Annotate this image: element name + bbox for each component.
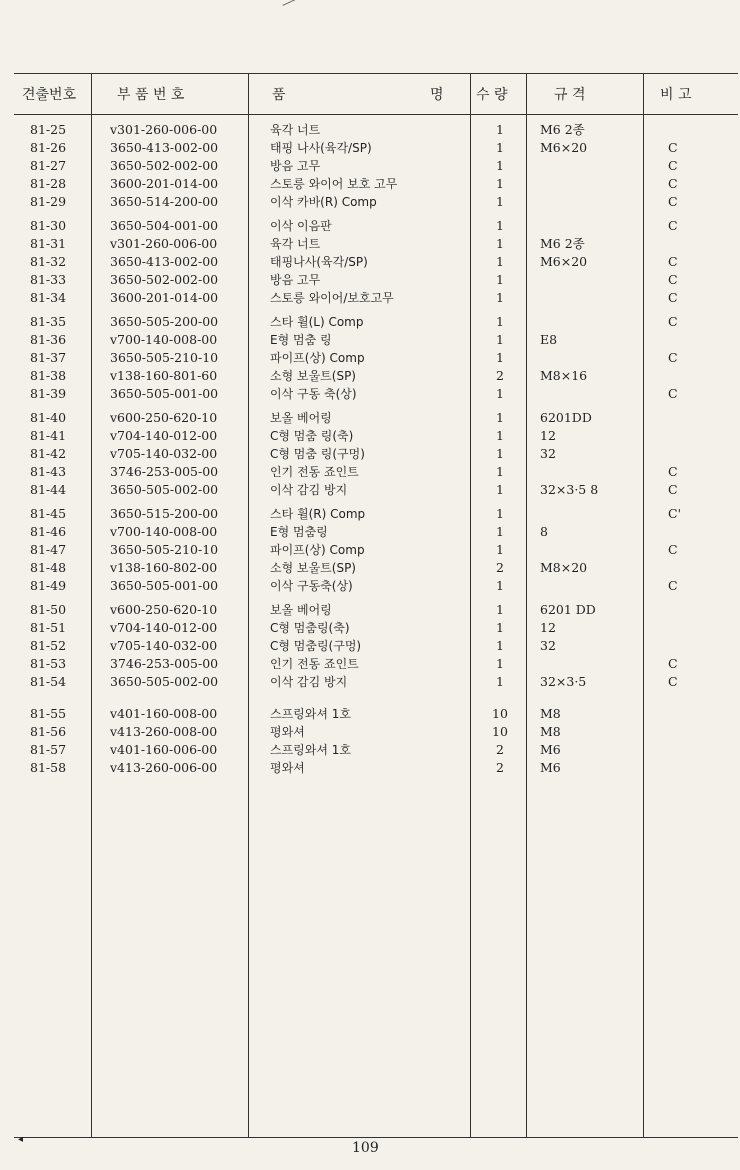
specification: M8 xyxy=(540,706,561,721)
row-number: 81-41 xyxy=(30,428,67,443)
quantity: 1 xyxy=(496,464,504,479)
quantity: 2 xyxy=(496,760,504,775)
part-number: 3650-514-200-00 xyxy=(110,194,219,209)
specification: M8×20 xyxy=(540,560,588,575)
row-number: 81-45 xyxy=(30,506,67,521)
row-number: 81-44 xyxy=(30,482,67,497)
table-row xyxy=(0,637,740,655)
part-number: 3746-253-005-00 xyxy=(110,464,219,479)
part-number: 3650-505-001-00 xyxy=(110,386,219,401)
part-name: 이삭 감김 방지 xyxy=(270,483,348,497)
part-number: 3650-502-002-00 xyxy=(110,158,219,173)
part-number: v401-160-008-00 xyxy=(110,706,218,721)
part-number: v138-160-801-60 xyxy=(110,368,218,383)
part-name: E형 멈춤링 xyxy=(270,525,328,539)
table-row xyxy=(0,673,740,691)
table-row xyxy=(0,157,740,175)
row-number: 81-36 xyxy=(30,332,67,347)
part-name: 스프링와셔 1호 xyxy=(270,743,352,757)
header-spec: 규 격 xyxy=(554,87,586,103)
part-name: 소형 보울트(SP) xyxy=(270,561,356,575)
row-number: 81-40 xyxy=(30,410,67,425)
table-row xyxy=(0,349,740,367)
part-name: 스프링와셔 1호 xyxy=(270,707,352,721)
table-header xyxy=(14,76,738,112)
part-number: v705-140-032-00 xyxy=(110,446,218,461)
header-no: 견출번호 xyxy=(22,87,77,103)
table-row xyxy=(0,741,740,759)
row-number: 81-33 xyxy=(30,272,67,287)
quantity: 1 xyxy=(496,194,504,209)
row-number: 81-52 xyxy=(30,638,67,653)
note-mark: C xyxy=(668,140,678,155)
header-bottom-rule xyxy=(14,114,738,115)
table-row xyxy=(0,619,740,637)
row-number: 81-42 xyxy=(30,446,67,461)
specification: M6 xyxy=(540,760,561,775)
note-mark: C xyxy=(668,350,678,365)
note-mark: C xyxy=(668,464,678,479)
quantity: 1 xyxy=(496,410,504,425)
table-row xyxy=(0,313,740,331)
note-mark: C xyxy=(668,176,678,191)
part-name: 보올 베어링 xyxy=(270,603,332,617)
specification: 6201DD xyxy=(540,410,592,425)
header-note: 비 고 xyxy=(660,87,692,103)
table-row xyxy=(0,235,740,253)
quantity: 1 xyxy=(496,386,504,401)
arrow-marker-icon: ◂ xyxy=(18,1134,24,1145)
part-number: 3650-505-210-10 xyxy=(110,350,219,365)
part-name: 평와셔 xyxy=(270,725,305,739)
table-row xyxy=(0,289,740,307)
table-row xyxy=(0,541,740,559)
part-number: v301-260-006-00 xyxy=(110,122,218,137)
note-mark: C xyxy=(668,272,678,287)
table-row xyxy=(0,409,740,427)
part-name: 스토릉 와이어 보호 고무 xyxy=(270,177,398,191)
quantity: 1 xyxy=(496,290,504,305)
specification: M8 xyxy=(540,724,561,739)
specification: M6×20 xyxy=(540,254,588,269)
part-name: 파이프(상) Comp xyxy=(270,543,365,557)
specification: 32 xyxy=(540,638,556,653)
quantity: 1 xyxy=(496,656,504,671)
row-number: 81-28 xyxy=(30,176,67,191)
note-mark: C xyxy=(668,314,678,329)
row-number: 81-29 xyxy=(30,194,67,209)
row-number: 81-46 xyxy=(30,524,67,539)
table-row xyxy=(0,577,740,595)
part-name: 스타 휠(R) Comp xyxy=(270,507,366,521)
quantity: 1 xyxy=(496,218,504,233)
table-row xyxy=(0,723,740,741)
part-name: 스타 휠(L) Comp xyxy=(270,315,364,329)
quantity: 1 xyxy=(496,176,504,191)
table-row xyxy=(0,121,740,139)
note-mark: C xyxy=(668,386,678,401)
part-name: 파이프(상) Comp xyxy=(270,351,365,365)
table-row xyxy=(0,505,740,523)
row-number: 81-32 xyxy=(30,254,67,269)
quantity: 1 xyxy=(496,524,504,539)
row-number: 81-43 xyxy=(30,464,67,479)
header-quantity: 수 량 xyxy=(476,87,508,103)
part-name: 이삭 이음판 xyxy=(270,219,332,233)
row-number: 81-34 xyxy=(30,290,67,305)
note-mark: C' xyxy=(668,506,682,521)
quantity: 1 xyxy=(496,140,504,155)
part-number: 3650-502-002-00 xyxy=(110,272,219,287)
row-number: 81-57 xyxy=(30,742,67,757)
specification: E8 xyxy=(540,332,558,347)
part-number: v600-250-620-10 xyxy=(110,602,218,617)
quantity: 2 xyxy=(496,368,504,383)
part-name: 태핑나사(육각/SP) xyxy=(270,255,368,269)
specification: M6×20 xyxy=(540,140,588,155)
header-part-number: 부 품 번 호 xyxy=(117,87,185,103)
specification: 32×3·5 xyxy=(540,674,587,689)
table-row xyxy=(0,367,740,385)
quantity: 10 xyxy=(492,706,508,721)
quantity: 1 xyxy=(496,158,504,173)
specification: 8 xyxy=(540,524,548,539)
row-number: 81-49 xyxy=(30,578,67,593)
part-number: v700-140-008-00 xyxy=(110,332,218,347)
row-number: 81-35 xyxy=(30,314,67,329)
part-number: v600-250-620-10 xyxy=(110,410,218,425)
quantity: 1 xyxy=(496,620,504,635)
quantity: 1 xyxy=(496,482,504,497)
part-name: C형 멈춤 링(구멍) xyxy=(270,447,365,461)
quantity: 2 xyxy=(496,742,504,757)
row-number: 81-55 xyxy=(30,706,67,721)
table-row xyxy=(0,175,740,193)
table-row xyxy=(0,427,740,445)
quantity: 1 xyxy=(496,122,504,137)
quantity: 1 xyxy=(496,578,504,593)
quantity: 1 xyxy=(496,236,504,251)
part-number: 3600-201-014-00 xyxy=(110,176,219,191)
part-name: 이삭 감김 방지 xyxy=(270,675,348,689)
part-number: 3746-253-005-00 xyxy=(110,656,219,671)
note-mark: C xyxy=(668,254,678,269)
part-number: v705-140-032-00 xyxy=(110,638,218,653)
part-number: v301-260-006-00 xyxy=(110,236,218,251)
row-number: 81-47 xyxy=(30,542,67,557)
specification: 12 xyxy=(540,620,556,635)
table-row xyxy=(0,385,740,403)
part-number: 3650-413-002-00 xyxy=(110,140,219,155)
table-row xyxy=(0,271,740,289)
note-mark: C xyxy=(668,194,678,209)
row-number: 81-25 xyxy=(30,122,67,137)
quantity: 1 xyxy=(496,254,504,269)
part-number: 3650-505-002-00 xyxy=(110,674,219,689)
part-name: 평와셔 xyxy=(270,761,305,775)
quantity: 1 xyxy=(496,428,504,443)
part-name: 인기 전동 죠인트 xyxy=(270,465,359,479)
table-row xyxy=(0,705,740,723)
specification: 32×3·5 8 xyxy=(540,482,599,497)
part-name: 방음 고무 xyxy=(270,273,321,287)
row-number: 81-26 xyxy=(30,140,67,155)
part-name: 이삭 구동축(상) xyxy=(270,579,353,593)
quantity: 10 xyxy=(492,724,508,739)
quantity: 1 xyxy=(496,272,504,287)
table-row xyxy=(0,523,740,541)
row-number: 81-27 xyxy=(30,158,67,173)
row-number: 81-50 xyxy=(30,602,67,617)
note-mark: C xyxy=(668,158,678,173)
quantity: 1 xyxy=(496,332,504,347)
row-number: 81-39 xyxy=(30,386,67,401)
part-number: 3650-505-002-00 xyxy=(110,482,219,497)
note-mark: C xyxy=(668,290,678,305)
part-number: 3650-505-210-10 xyxy=(110,542,219,557)
part-number: v704-140-012-00 xyxy=(110,428,218,443)
row-number: 81-54 xyxy=(30,674,67,689)
part-number: 3600-201-014-00 xyxy=(110,290,219,305)
row-number: 81-58 xyxy=(30,760,67,775)
part-name: 스토릉 와이어/보호고무 xyxy=(270,291,394,305)
table-row xyxy=(0,139,740,157)
specification: 6201 DD xyxy=(540,602,596,617)
part-name: C형 멈춤링(축) xyxy=(270,621,350,635)
quantity: 1 xyxy=(496,542,504,557)
row-number: 81-56 xyxy=(30,724,67,739)
part-name: 태핑 나사(육각/SP) xyxy=(270,141,372,155)
table-bottom-rule xyxy=(14,1137,738,1138)
note-mark: C xyxy=(668,218,678,233)
table-row xyxy=(0,253,740,271)
part-name: 인기 전동 죠인트 xyxy=(270,657,359,671)
quantity: 1 xyxy=(496,350,504,365)
part-name: 육각 너트 xyxy=(270,237,321,251)
table-row xyxy=(0,601,740,619)
row-number: 81-51 xyxy=(30,620,67,635)
specification: 12 xyxy=(540,428,556,443)
quantity: 1 xyxy=(496,602,504,617)
row-number: 81-31 xyxy=(30,236,67,251)
page-number: 109 xyxy=(352,1140,379,1156)
part-number: 3650-504-001-00 xyxy=(110,218,219,233)
part-number: v413-260-008-00 xyxy=(110,724,218,739)
part-number: v700-140-008-00 xyxy=(110,524,218,539)
table-top-rule xyxy=(14,73,738,74)
table-row xyxy=(0,759,740,777)
part-number: v704-140-012-00 xyxy=(110,620,218,635)
part-number: v413-260-006-00 xyxy=(110,760,218,775)
note-mark: C xyxy=(668,656,678,671)
specification: M6 xyxy=(540,742,561,757)
part-number: 3650-505-001-00 xyxy=(110,578,219,593)
specification: M6 2종 xyxy=(540,236,585,251)
part-number: 3650-515-200-00 xyxy=(110,506,219,521)
part-name: C형 멈춤링(구멍) xyxy=(270,639,362,653)
table-row xyxy=(0,559,740,577)
note-mark: C xyxy=(668,578,678,593)
part-number: v401-160-006-00 xyxy=(110,742,218,757)
table-row xyxy=(0,481,740,499)
table-row xyxy=(0,655,740,673)
table-row xyxy=(0,331,740,349)
quantity: 1 xyxy=(496,314,504,329)
note-mark: C xyxy=(668,674,678,689)
quantity: 2 xyxy=(496,560,504,575)
table-row xyxy=(0,193,740,211)
quantity: 1 xyxy=(496,638,504,653)
specification: 32 xyxy=(540,446,556,461)
part-name: C형 멈춤 링(축) xyxy=(270,429,354,443)
table-row xyxy=(0,217,740,235)
table-row xyxy=(0,445,740,463)
part-name: 소형 보울트(SP) xyxy=(270,369,356,383)
part-number: 3650-413-002-00 xyxy=(110,254,219,269)
specification: M8×16 xyxy=(540,368,588,383)
row-number: 81-37 xyxy=(30,350,67,365)
row-number: 81-38 xyxy=(30,368,67,383)
part-number: 3650-505-200-00 xyxy=(110,314,219,329)
note-mark: C xyxy=(668,482,678,497)
specification: M6 2종 xyxy=(540,122,585,137)
quantity: 1 xyxy=(496,446,504,461)
row-number: 81-30 xyxy=(30,218,67,233)
quantity: 1 xyxy=(496,674,504,689)
quantity: 1 xyxy=(496,506,504,521)
part-name: 이삭 카바(R) Comp xyxy=(270,195,377,209)
header-name-right: 명 xyxy=(430,87,444,103)
row-number: 81-48 xyxy=(30,560,67,575)
note-mark: C xyxy=(668,542,678,557)
part-name: 육각 너트 xyxy=(270,123,321,137)
stray-mark xyxy=(282,0,295,6)
part-name: 방음 고무 xyxy=(270,159,321,173)
part-name: 이삭 구동 축(상) xyxy=(270,387,357,401)
part-name: E형 멈춤 링 xyxy=(270,333,332,347)
part-number: v138-160-802-00 xyxy=(110,560,218,575)
table-row xyxy=(0,463,740,481)
part-name: 보올 베어링 xyxy=(270,411,332,425)
header-name-left: 품 xyxy=(272,87,286,103)
row-number: 81-53 xyxy=(30,656,67,671)
